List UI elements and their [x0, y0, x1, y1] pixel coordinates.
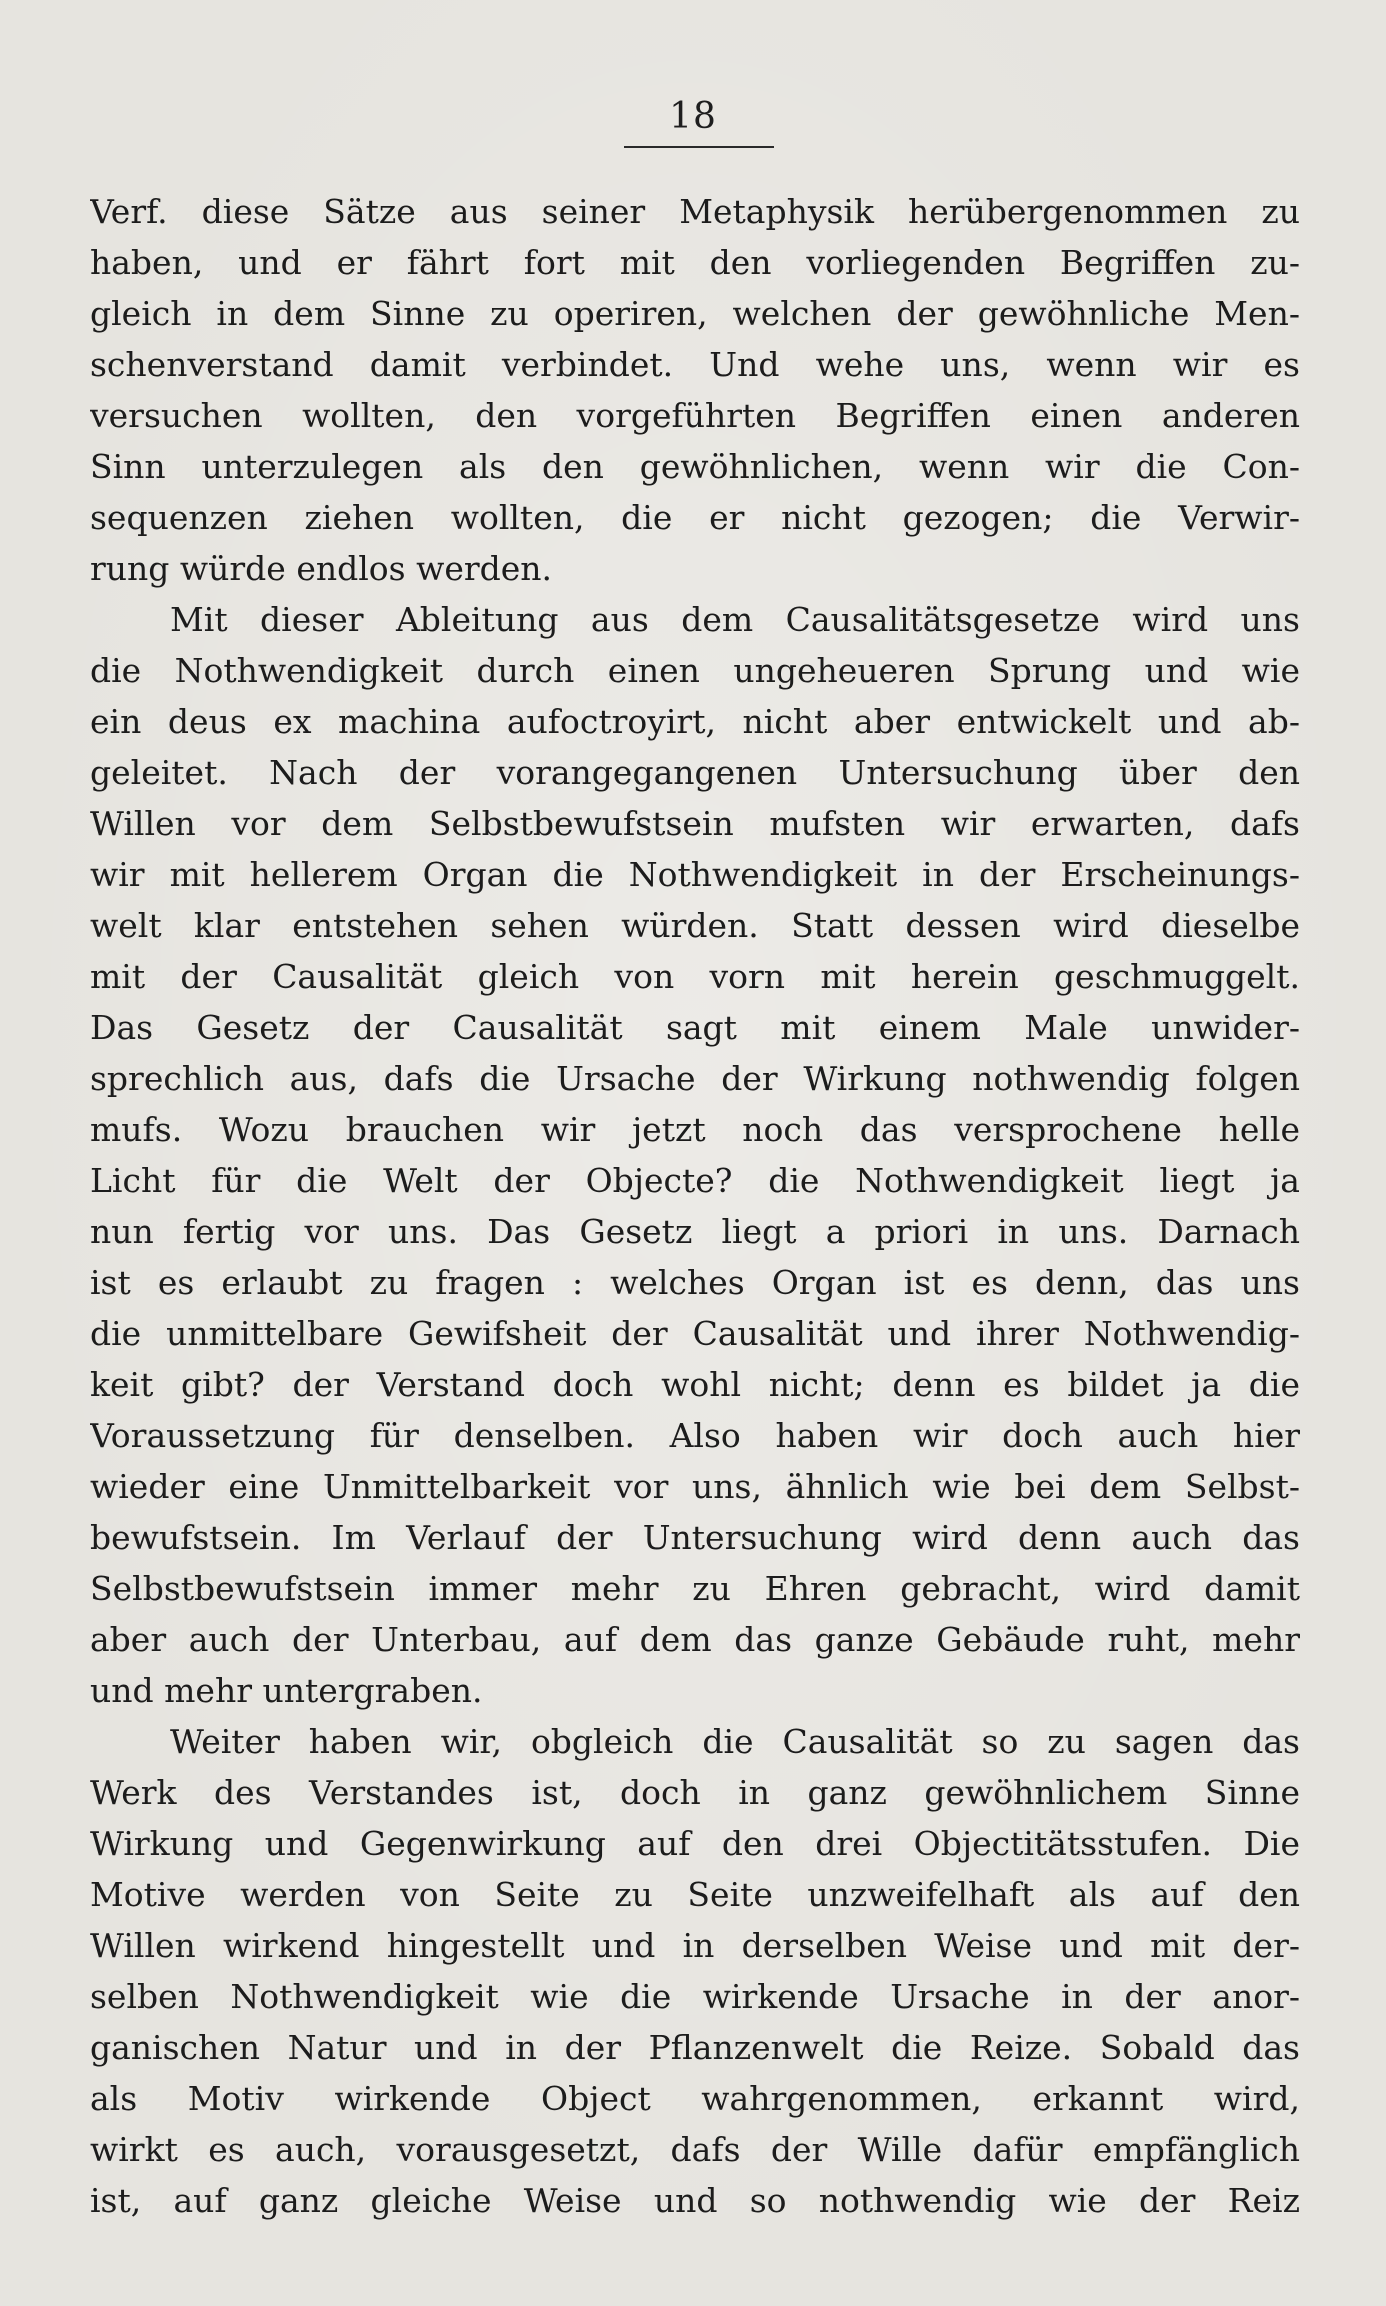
text-line: selben Nothwendigkeit wie die wirkende Ursache in der anor-	[90, 1977, 1300, 2016]
text-line: Sinn unterzulegen als den gewöhnlichen, wenn wir die Con-	[90, 447, 1300, 486]
text-line: nun fertig vor uns. Das Gesetz liegt a priori in uns. Darnach	[90, 1212, 1300, 1251]
text-line: versuchen wollten, den vorgeführten Begriffen einen anderen	[90, 396, 1300, 435]
body-text	[90, 186, 1300, 2226]
text-line: Das Gesetz der Causalität sagt mit einem Male unwider-	[90, 1008, 1300, 1047]
text-line: Willen wirkend hingestellt und in derselben Weise und mit der-	[90, 1926, 1300, 1965]
text-line: ganischen Natur und in der Pflanzenwelt die Reize. Sobald das	[90, 2028, 1300, 2067]
text-line: sprechlich aus, dafs die Ursache der Wirkung nothwendig folgen	[90, 1059, 1300, 1098]
text-line: als Motiv wirkende Object wahrgenommen, erkannt wird,	[90, 2079, 1300, 2118]
text-line: sequenzen ziehen wollten, die er nicht gezogen; die Verwir-	[90, 498, 1300, 537]
text-line: und mehr untergraben.	[90, 1671, 483, 1710]
text-line: schenverstand damit verbindet. Und wehe uns, wenn wir es	[90, 345, 1300, 384]
text-line: Mit dieser Ableitung aus dem Causalitätsgesetze wird uns	[170, 600, 1300, 639]
text-line: wieder eine Unmittelbarkeit vor uns, ähnlich wie bei dem Selbst-	[90, 1467, 1300, 1506]
text-line: Verf. diese Sätze aus seiner Metaphysik herübergenommen zu	[90, 192, 1300, 231]
text-line: Selbstbewufstsein immer mehr zu Ehren gebracht, wird damit	[90, 1569, 1300, 1608]
text-line: wir mit hellerem Organ die Nothwendigkeit in der Erscheinungs-	[90, 855, 1300, 894]
header-rule	[624, 146, 774, 148]
text-line: Weiter haben wir, obgleich die Causalität so zu sagen das	[170, 1722, 1300, 1761]
text-line: ist es erlaubt zu fragen : welches Organ ist es denn, das uns	[90, 1263, 1300, 1302]
text-line: Willen vor dem Selbstbewufstsein mufsten wir erwarten, dafs	[90, 804, 1300, 843]
text-line: keit gibt? der Verstand doch wohl nicht; denn es bildet ja die	[90, 1365, 1300, 1404]
text-line: mufs. Wozu brauchen wir jetzt noch das versprochene helle	[90, 1110, 1300, 1149]
text-line: Licht für die Welt der Objecte? die Nothwendigkeit liegt ja	[90, 1161, 1300, 1200]
text-line: welt klar entstehen sehen würden. Statt dessen wird dieselbe	[90, 906, 1300, 945]
text-line: mit der Causalität gleich von vorn mit herein geschmuggelt.	[90, 957, 1300, 996]
text-line: Motive werden von Seite zu Seite unzweifelhaft als auf den	[90, 1875, 1300, 1914]
text-line: ein deus ex machina aufoctroyirt, nicht aber entwickelt und ab-	[90, 702, 1300, 741]
text-line: haben, und er fährt fort mit den vorliegenden Begriffen zu-	[90, 243, 1300, 282]
text-line: geleitet. Nach der vorangegangenen Untersuchung über den	[90, 753, 1300, 792]
text-line: rung würde endlos werden.	[90, 549, 553, 588]
text-line: die unmittelbare Gewifsheit der Causalität und ihrer Nothwendig-	[90, 1314, 1300, 1353]
text-line: Werk des Verstandes ist, doch in ganz gewöhnlichem Sinne	[90, 1773, 1300, 1812]
text-line: wirkt es auch, vorausgesetzt, dafs der Wille dafür empfänglich	[90, 2130, 1300, 2169]
text-line: gleich in dem Sinne zu operiren, welchen der gewöhnliche Men-	[90, 294, 1300, 333]
page-number: 18	[669, 96, 717, 137]
text-line: ist, auf ganz gleiche Weise und so nothwendig wie der Reiz	[90, 2181, 1300, 2220]
text-line: Voraussetzung für denselben. Also haben wir doch auch hier	[90, 1416, 1300, 1455]
text-line: die Nothwendigkeit durch einen ungeheueren Sprung und wie	[90, 651, 1300, 690]
text-line: aber auch der Unterbau, auf dem das ganze Gebäude ruht, mehr	[90, 1620, 1300, 1659]
text-line: bewufstsein. Im Verlauf der Untersuchung wird denn auch das	[90, 1518, 1300, 1557]
text-line: Wirkung und Gegenwirkung auf den drei Objectitätsstufen. Die	[90, 1824, 1300, 1863]
